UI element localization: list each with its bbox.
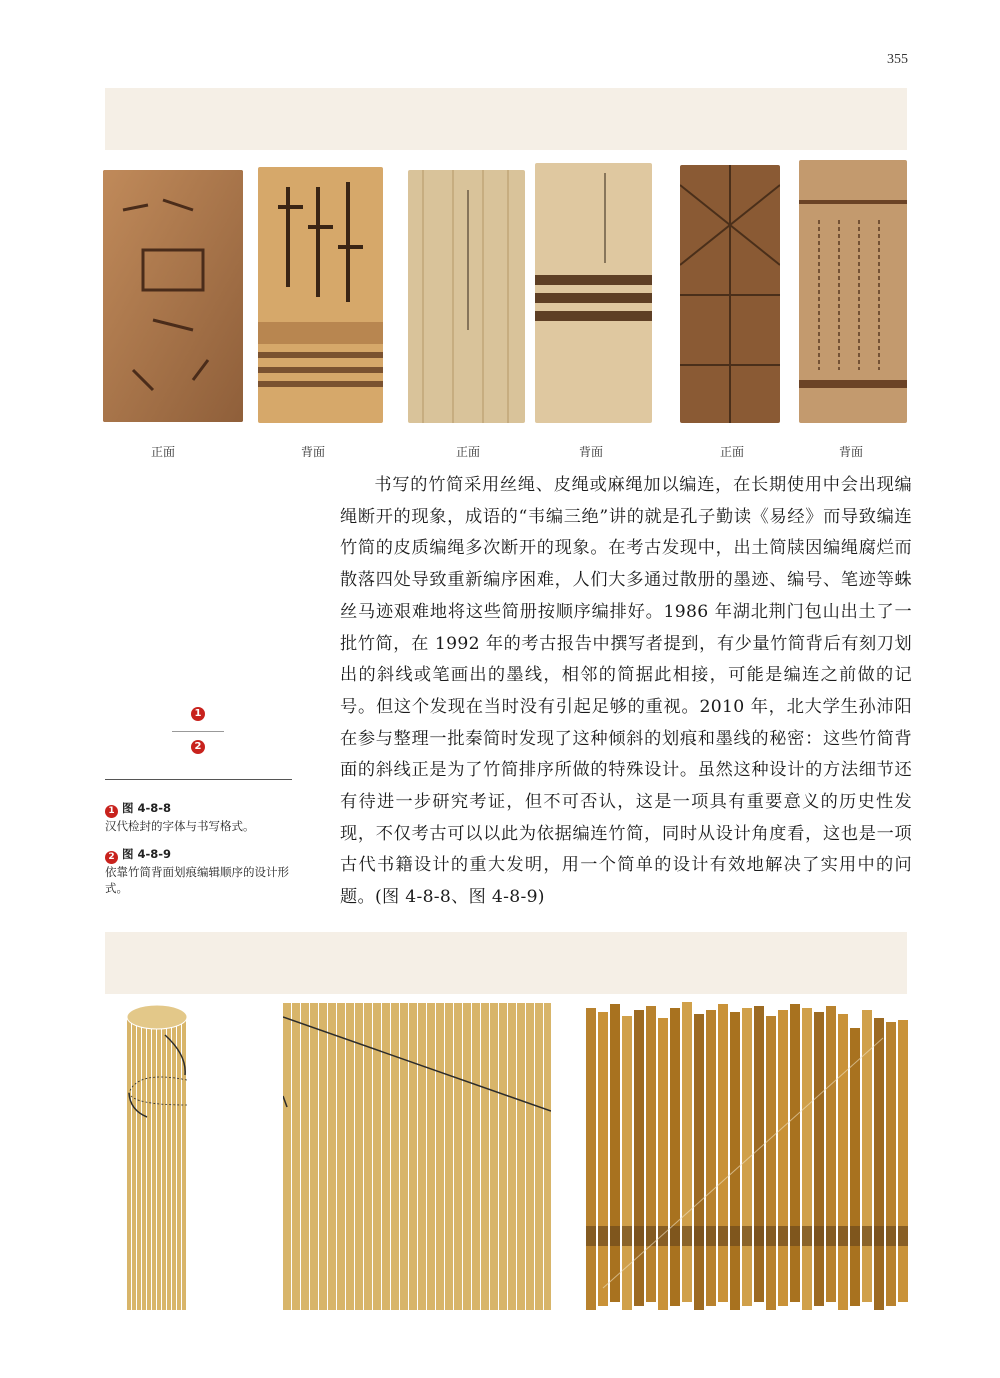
caption-text-1: 汉代检封的字体与书写格式。 bbox=[105, 819, 255, 833]
caption-marker-2: 2 bbox=[105, 851, 118, 864]
slip-photo-3-front bbox=[680, 165, 780, 423]
bottom-band bbox=[105, 932, 907, 994]
marker-divider bbox=[172, 731, 224, 732]
slip-photo-1-back bbox=[258, 167, 383, 423]
label-back-2: 背面 bbox=[578, 445, 603, 459]
caption-title-2: 图 4-8-9 bbox=[122, 847, 172, 861]
slip-photo-2-back bbox=[535, 163, 652, 423]
bamboo-scroll-back-photo bbox=[583, 998, 908, 1310]
caption-rule bbox=[105, 779, 292, 780]
figure-marker-2: 2 bbox=[191, 740, 205, 754]
body-paragraph: 书写的竹简采用丝绳、皮绳或麻绳加以编连，在长期使用中会出现编绳断开的现象，成语的“韦编三绝”讲的就是孔子勤读《易经》而导致编连竹简的皮质编绳多次断开的现象。在考古发现中，出土简牍因编绳腐烂而散落四处导致重新编序困难，人们大多通过散册的墨迹、编号、笔迹等蛛丝马迹艰难地将这些简册按顺序编排好。1986 年湖北荆门包山出土了一批竹简，在 1992 年的考古报告中撰写者提到，有少量竹简背后有刻刀划出的斜线或笔画出的墨线，相邻的简据此相接，可能是编连之前做的记号。但这个发现在当时没有引起足够的重视。2010 年，北大学生孙沛阳在参与整理一批秦简时发现了这种倾斜的划痕和墨线的秘密：这些竹简背面的斜线正是为了竹简排序所做的特殊设计。虽然这种设计的方法细节还有待进一步研究考证，但不可否认，这是一项具有重要意义的历史性发现，不仅考古可以以此为依据编连竹简，同时从设计角度看，这也是一项古代书籍设计的重大发明，用一个简单的设计有效地解决了实用中的问题。(图 4-8-8、图 4-8-9) bbox=[340, 475, 912, 908]
label-back-1: 背面 bbox=[300, 445, 325, 459]
top-band bbox=[105, 88, 907, 150]
label-front-3: 正面 bbox=[719, 445, 744, 459]
label-back-3: 背面 bbox=[838, 445, 863, 459]
caption-1 bbox=[105, 800, 295, 834]
label-front-2: 正面 bbox=[455, 445, 480, 459]
figure-marker-1: 1 bbox=[191, 707, 205, 721]
caption-marker-1: 1 bbox=[105, 805, 118, 818]
slip-photo-3-back bbox=[799, 160, 907, 423]
caption-title-1: 图 4-8-8 bbox=[122, 801, 172, 815]
slip-photo-1-front bbox=[103, 170, 243, 422]
label-front-1: 正面 bbox=[150, 445, 175, 459]
caption-2 bbox=[105, 846, 295, 896]
page-number: 355 bbox=[887, 52, 908, 67]
caption-block bbox=[105, 800, 295, 908]
caption-text-2: 依靠竹简背面划痕编辑顺序的设计形式。 bbox=[105, 865, 289, 895]
bamboo-scroll-flat-diagram bbox=[283, 1003, 551, 1310]
bamboo-scroll-cylinder-diagram bbox=[127, 1005, 187, 1310]
slip-photo-2-front bbox=[408, 170, 525, 423]
